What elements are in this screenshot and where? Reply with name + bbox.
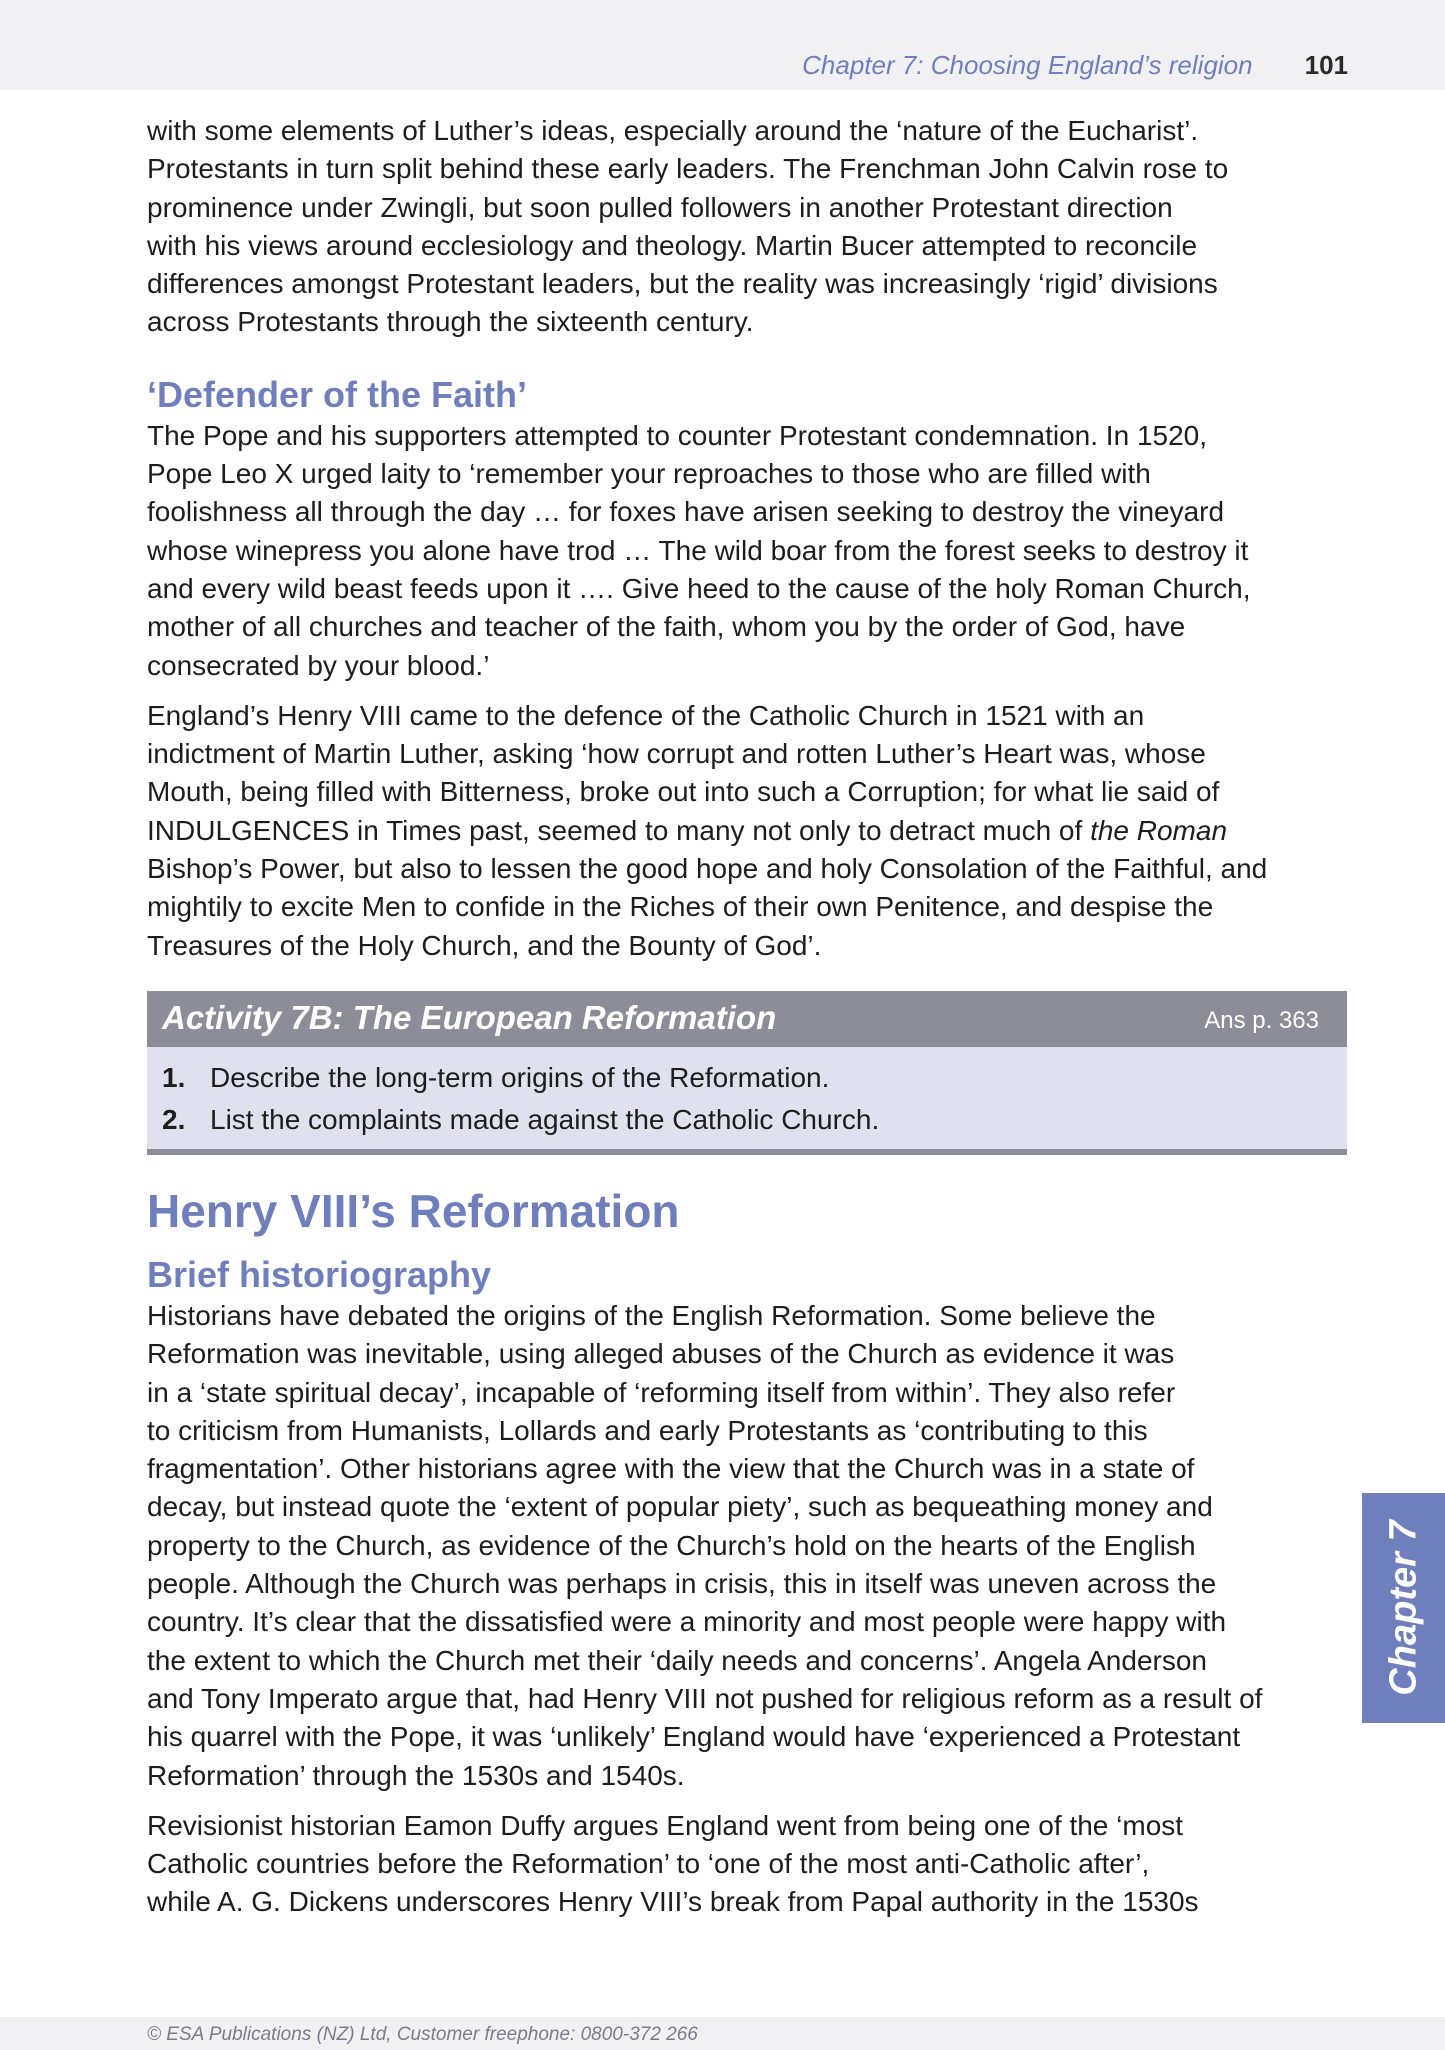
chapter-side-tab-label: Chapter 7 [1382,1520,1424,1696]
intro-paragraph: with some elements of Luther’s ideas, especially around the ‘nature of the Eucharist’. Protestants in turn split behind these early leaders. The Frenchman John Calvin rose to prominence under Zwingli, but soon pulled followers in another Protestant direction with his views around ecclesiology and theology. Martin Bucer attempted to reconcile differences amongst Protestant leaders, but the reality was increasingly ‘rigid’ divisions across Protestants through the sixteenth century. [147,115,1229,338]
historiography-heading: Brief historiography [147,1254,492,1295]
footer-copyright: © ESA Publications (NZ) Ltd, Customer freephone: 0800-372 266 [147,2024,698,2045]
henry-section [147,1183,1347,1922]
henry-heading: Henry VIII’s Reformation [147,1185,680,1237]
historiography-paragraph-2: Revisionist historian Eamon Duffy argues England went from being one of the ‘most Catholic countries before the Reformation’ to ‘one of the most anti-Catholic after’, while A. G. Dickens underscores Henry VIII’s break from Papal authority in the 1530s [147,1809,1199,1918]
activity-item: 2. List the complaints made against the Catholic Church. [162,1104,880,1135]
activity-box [147,991,1347,1155]
activity-answer-ref: Ans p. 363 [1204,1007,1319,1034]
defender-paragraph-1: The Pope and his supporters attempted to counter Protestant condemnation. In 1520, Pope Leo X urged laity to ‘remember your reproaches to those who are filled with foolishness all through the day … for foxes have arisen seeking to destroy the vineyard whose winepress you alone have trod … The wild boar from the forest seeks to destroy it and every wild beast feeds upon it …. Give heed to the cause of the holy Roman Church, mother of all churches and teacher of the faith, whom you by the order of God, have consecrated by your blood.’ [147,419,1251,681]
defender-heading: ‘Defender of the Faith’ [147,373,528,415]
activity-title: Activity 7B: The European Reformation [162,999,777,1036]
activity-item: 1. Describe the long-term origins of the Reformation. [162,1062,830,1093]
main-content [147,112,1347,965]
running-head [802,50,1348,81]
italic-phrase: the Roman [1090,814,1228,846]
page-number: 101 [1304,50,1348,80]
activity-body [147,1047,1347,1155]
historiography-paragraph-1: Historians have debated the origins of the English Reformation. Some believe the Reformation was inevitable, using alleged abuses of the Church as evidence it was in a ‘state spiritual decay’, incapable of ‘reforming itself from within’. They also refer to criticism from Humanists, Lollards and early Protestants as ‘contributing to this fragmentation’. Other historians agree with the view that the Church was in a state of decay, but instead quote the ‘extent of popular piety’, such as bequeathing money and property to the Church, as evidence of the Church’s hold on the hearts of the English people. Although the Church was perhaps in crisis, this in itself was uneven across the country. It’s clear that the dissatisfied were a minority and most people were happy with the extent to which the Church met their ‘daily needs and concerns’. Angela Anderson and Tony Imperato argue that, had Henry VIII not pushed for religious reform as a result of his quarrel with the Pope, it was ‘unlikely’ England would have ‘experienced a Protestant Reformation’ through the 1530s and 1540s. [147,1300,1263,1791]
activity-header [147,991,1347,1047]
defender-paragraph-2: England’s Henry VIII came to the defence of the Catholic Church in 1521 with an indictment of Martin Luther, asking ‘how corrupt and rotten Luther’s Heart was, whose Mouth, being filled with Bitterness, broke out into such a Corruption; for what lie said of INDULGENCES in Times past, seemed to many not only to detract much of the Roman Bishop’s Power, but also to lessen the good hope and holy Consolation of the Faithful, and mightily to excite Men to confide in the Riches of their own Penitence, and despise the Treasures of the Holy Church, and the Bounty of God’. [147,699,1268,961]
running-head-title: Chapter 7: Choosing England’s religion [802,50,1253,80]
chapter-side-tab [1362,1493,1445,1723]
